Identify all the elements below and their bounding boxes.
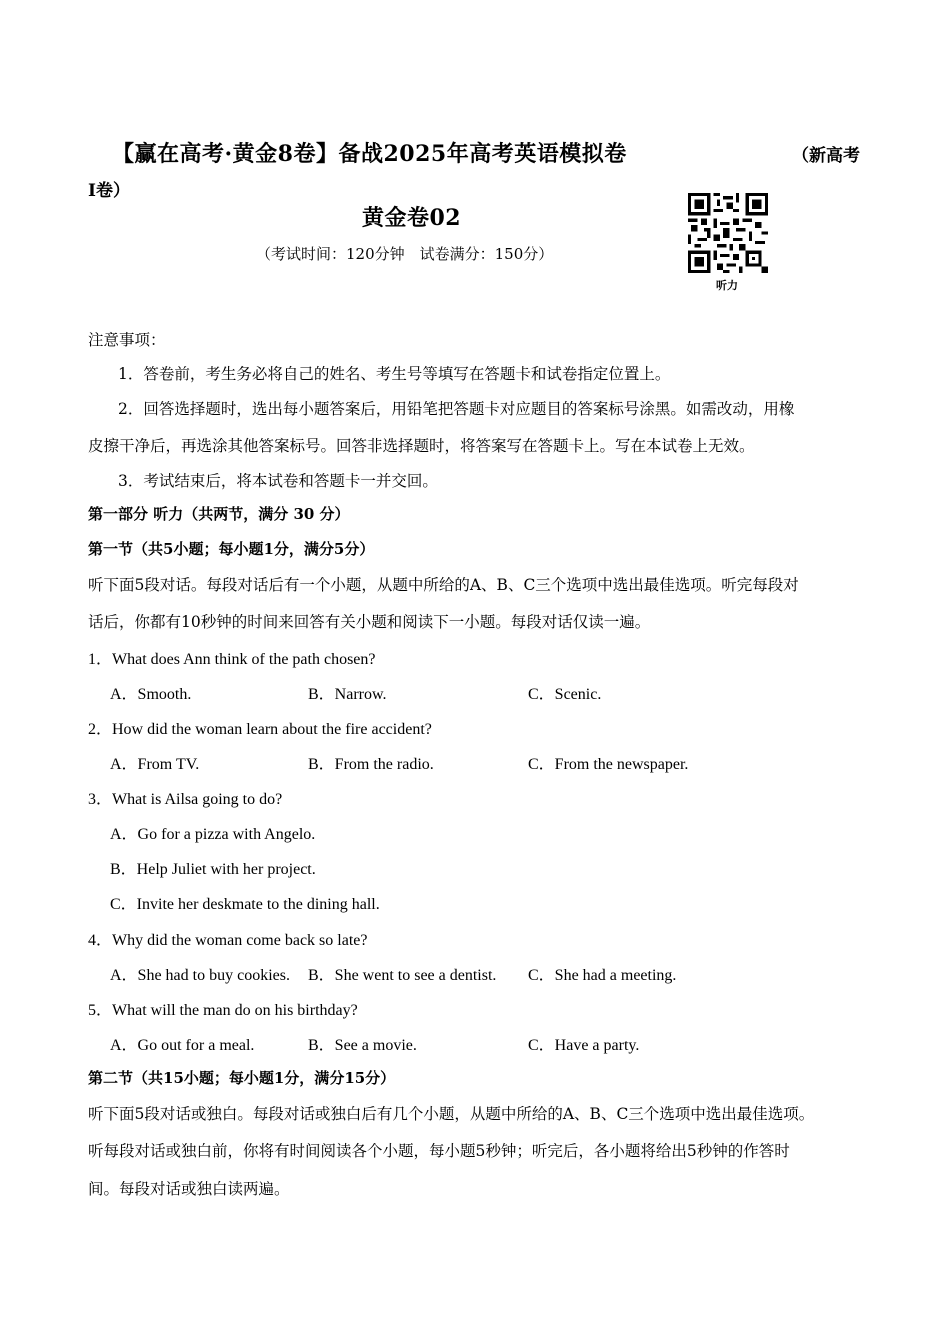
question-3: 3．What is Ailsa going to do?: [88, 791, 283, 808]
section2-intro: 听下面5段对话或独白。每段对话或独白后有几个小题，从题中所给的A、B、C三个选项中选出最佳选项。: [88, 1105, 815, 1123]
q1-option-a: A．Smooth.: [110, 686, 192, 703]
exam-info: （考试时间：120分钟 试卷满分：150分）: [256, 245, 554, 263]
q2-option-c: C．From the newspaper.: [528, 756, 689, 773]
notes-item-2-cont: 皮擦干净后，再选涂其他答案标号。回答非选择题时，将答案写在答题卡上。写在本试卷上无效。: [88, 437, 755, 455]
question-4: 4．Why did the woman come back so late?: [88, 932, 368, 949]
q5-option-a: A．Go out for a meal.: [110, 1037, 255, 1054]
notes-item-2: 2．回答选择题时，选出每小题答案后，用铅笔把答题卡对应题目的答案标号涂黑。如需改动，用橡: [118, 400, 795, 418]
question-5: 5．What will the man do on his birthday?: [88, 1002, 358, 1019]
q1-option-c: C．Scenic.: [528, 686, 602, 703]
part1-heading: 第一部分 听力（共两节，满分 30 分）: [88, 505, 350, 523]
q4-option-a: A．She had to buy cookies.: [110, 967, 290, 984]
question-1: 1．What does Ann think of the path chosen?: [88, 651, 376, 668]
section1-intro: 听下面5段对话。每段对话后有一个小题，从题中所给的A、B、C三个选项中选出最佳选项。听完每段对: [88, 576, 799, 594]
q3-option-a: A．Go for a pizza with Angelo.: [110, 826, 316, 843]
q1-option-b: B．Narrow.: [308, 686, 387, 703]
qr-label: 听力: [716, 279, 738, 292]
doc-subtitle: 黄金卷02: [362, 205, 462, 231]
section2-heading: 第二节（共15小题；每小题1分，满分15分）: [88, 1069, 396, 1087]
section2-intro-end: 间。每段对话或独白读两遍。: [88, 1180, 290, 1198]
notes-heading: 注意事项：: [88, 331, 166, 349]
notes-item-1: 1．答卷前，考生务必将自己的姓名、考生号等填写在答题卡和试卷指定位置上。: [118, 365, 671, 383]
qr-code-icon[interactable]: [688, 193, 768, 273]
q3-option-c: C．Invite her deskmate to the dining hall.: [110, 896, 380, 913]
q5-option-b: B．See a movie.: [308, 1037, 417, 1054]
section1-heading: 第一节（共5小题；每小题1分，满分5分）: [88, 540, 375, 558]
q2-option-b: B．From the radio.: [308, 756, 434, 773]
section2-intro-cont: 听每段对话或独白前，你将有时间阅读各个小题，每小题5秒钟；听完后，各小题将给出5秒钟的作答时: [88, 1142, 790, 1160]
section1-intro-cont: 话后，你都有10秒钟的时间来回答有关小题和阅读下一小题。每段对话仅读一遍。: [88, 613, 651, 631]
q4-option-c: C．She had a meeting.: [528, 967, 677, 984]
q4-option-b: B．She went to see a dentist.: [308, 967, 497, 984]
doc-title-suffix: （新高考: [792, 146, 860, 166]
doc-title: 【赢在高考·黄金8卷】备战2025年高考英语模拟卷: [112, 141, 627, 167]
q5-option-c: C．Have a party.: [528, 1037, 640, 1054]
notes-item-3: 3．考试结束后，将本试卷和答题卡一并交回。: [118, 472, 438, 490]
q2-option-a: A．From TV.: [110, 756, 200, 773]
q3-option-b: B．Help Juliet with her project.: [110, 861, 316, 878]
question-2: 2．How did the woman learn about the fire accident?: [88, 721, 432, 738]
doc-title-suffix-cont: I卷）: [88, 181, 130, 201]
